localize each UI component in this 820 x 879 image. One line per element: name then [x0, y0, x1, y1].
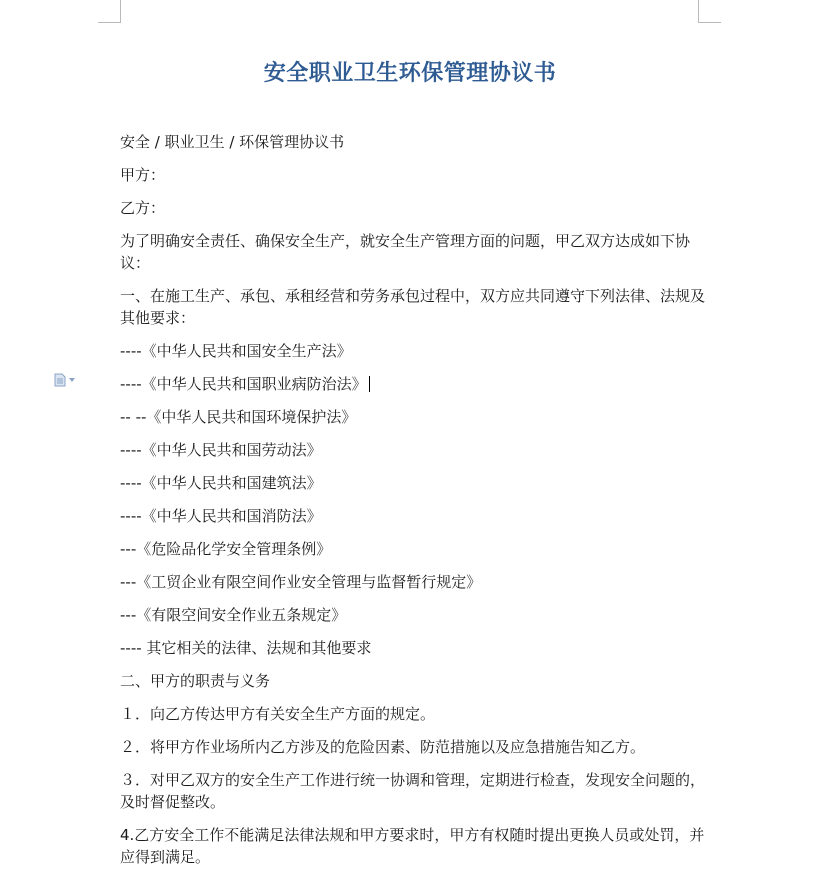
crop-mark-top-left: [98, 0, 121, 23]
law-list-item: ---《危险品化学安全管理条例》: [120, 540, 332, 558]
preamble-paragraph: 为了明确安全责任、确保安全生产，就安全生产管理方面的问题，甲乙双方达成如下协议：: [120, 232, 691, 272]
law-list-item-text: ----《中华人民共和国职业病防治法》: [120, 375, 367, 393]
law-list-item: ----《中华人民共和国建筑法》: [120, 474, 322, 492]
text-cursor: [369, 376, 370, 392]
law-list-item: ---《有限空间安全作业五条规定》: [120, 606, 347, 624]
chevron-down-icon: [69, 378, 75, 382]
party-b-line: 乙方：: [120, 199, 166, 217]
law-list-item: ----《中华人民共和国消防法》: [120, 507, 322, 525]
duty-item: 4.乙方安全工作不能满足法律法规和甲方要求时，甲方有权随时提出更换人员或处罚，并应得到满足。: [120, 826, 705, 866]
paragraph-menu-button[interactable]: [54, 373, 80, 387]
document-icon: [54, 373, 66, 387]
party-a-line: 甲方：: [120, 166, 166, 184]
law-list-item: ---- 其它相关的法律、法规和其他要求: [120, 639, 372, 657]
law-list-item: -- --《中华人民共和国环境保护法》: [120, 408, 357, 426]
section-one-heading: 一、在施工生产、承包、承租经营和劳务承包过程中，双方应共同遵守下列法律、法规及其他要求：: [120, 287, 706, 327]
document-title: 安全职业卫生环保管理协议书: [263, 60, 557, 86]
section-two-heading: 二、甲方的职责与义务: [120, 672, 271, 690]
duty-item: ３．对甲乙双方的安全生产工作进行统一协调和管理，定期进行检查，发现安全问题的，及时督促整改。: [120, 771, 706, 811]
law-list-item: ----《中华人民共和国安全生产法》: [120, 342, 352, 360]
law-list-item: ----《中华人民共和国劳动法》: [120, 441, 322, 459]
crop-mark-top-right: [698, 0, 721, 23]
doc-heading-line: 安全 / 职业卫生 / 环保管理协议书: [120, 133, 345, 151]
duty-item: １．向乙方传达甲方有关安全生产方面的规定。: [120, 705, 436, 723]
document-body[interactable]: [120, 131, 710, 879]
duty-item: ２．将甲方作业场所内乙方涉及的危险因素、防范措施以及应急措施告知乙方。: [120, 738, 646, 756]
law-list-item: ---《工贸企业有限空间作业安全管理与监督暂行规定》: [120, 573, 482, 591]
law-list-item-with-cursor: [120, 373, 710, 395]
